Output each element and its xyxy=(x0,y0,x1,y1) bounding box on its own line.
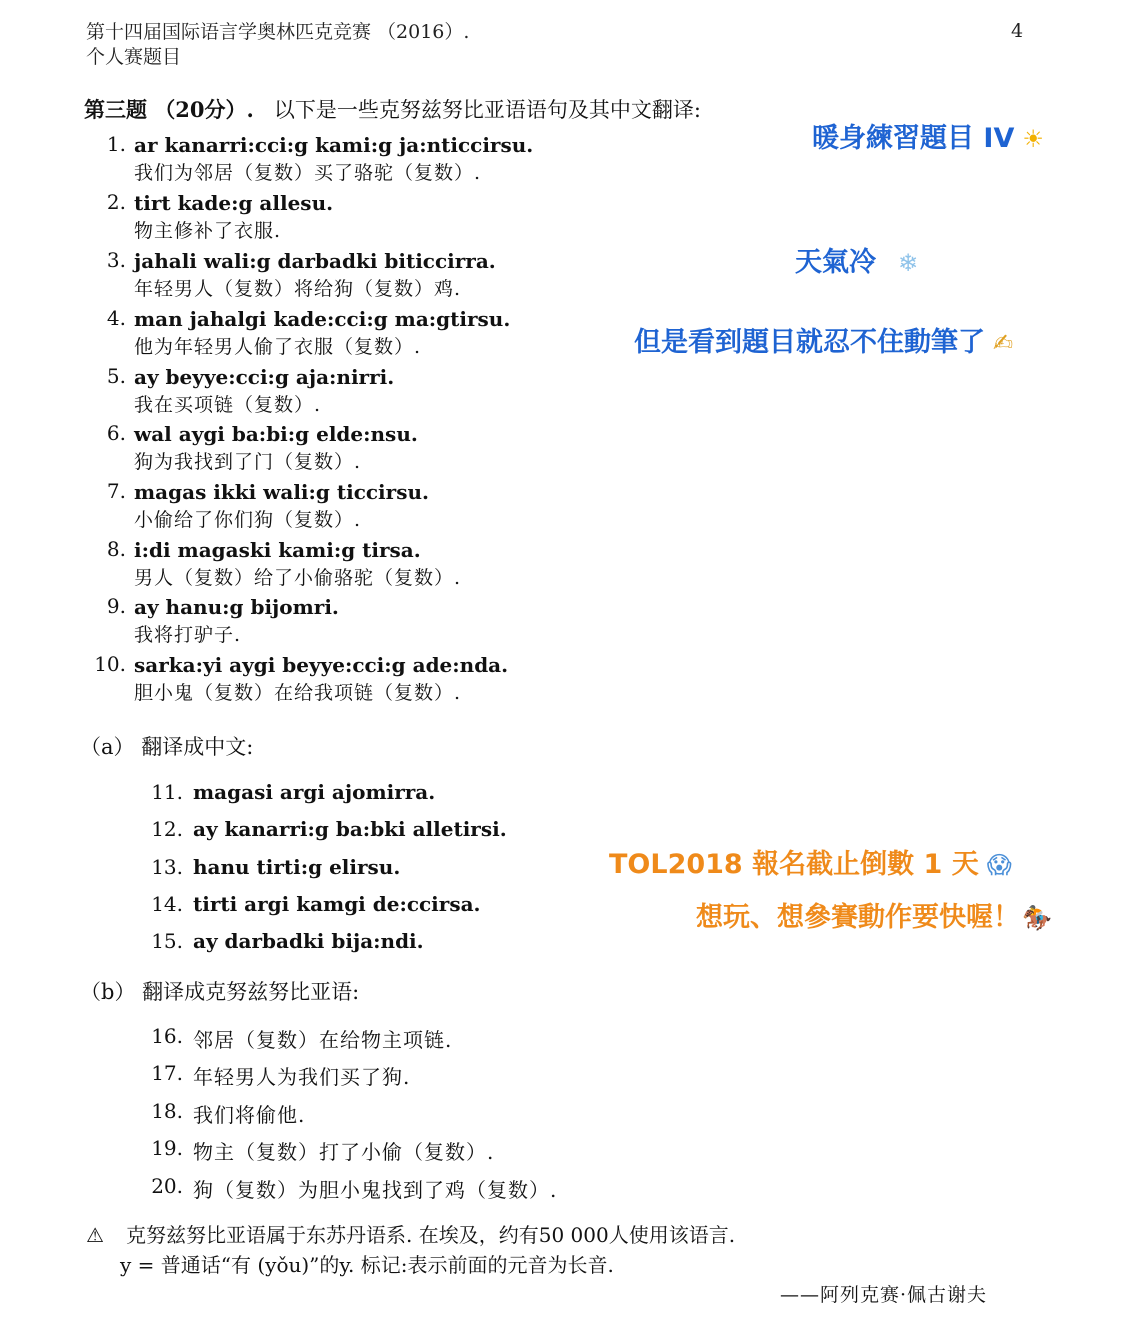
exercise-item xyxy=(151,1061,411,1090)
sentence-translation: 我将打驴子. xyxy=(134,624,242,646)
item-number: 13. xyxy=(151,855,183,879)
sentence-item xyxy=(106,248,496,304)
item-number: 17. xyxy=(151,1061,183,1085)
item-number: 6. xyxy=(106,421,126,445)
exercise-item xyxy=(151,855,401,879)
exercise-item xyxy=(151,892,481,916)
annotation-text: 天氣冷 xyxy=(795,247,876,278)
sentence-translation: 男人（复数）给了小偷骆驼（复数）. xyxy=(134,567,462,589)
exercise-text: 我们将偷他. xyxy=(193,1103,306,1127)
exercise-item xyxy=(151,1174,558,1203)
exercise-item xyxy=(151,1136,495,1165)
exercise-text: 年轻男人为我们买了狗. xyxy=(193,1065,411,1089)
item-number: 19. xyxy=(151,1136,183,1160)
exercise-text: magasi argi ajomirra. xyxy=(193,780,436,804)
sentence-item xyxy=(94,652,509,708)
snowflake-icon: ❄ xyxy=(898,249,919,277)
sentence-item xyxy=(106,132,534,188)
annotation-deadline xyxy=(609,842,1012,881)
note-line-1: 克努兹努比亚语属于东苏丹语系. 在埃及，约有50 000人使用该语言. xyxy=(126,1223,736,1247)
item-number: 1. xyxy=(106,132,126,156)
sentence-item xyxy=(106,364,395,420)
problem-label: 第三题 （20分）. xyxy=(84,97,254,122)
part-a-label: （a） 翻译成中文: xyxy=(80,735,254,759)
annotation-cold xyxy=(795,240,918,279)
item-number: 2. xyxy=(106,190,126,214)
exercise-item xyxy=(151,1099,306,1128)
item-number: 9. xyxy=(106,594,126,618)
item-number: 7. xyxy=(106,479,126,503)
exercise-text: tirti argi kamgi de:ccirsa. xyxy=(193,892,481,916)
sentence-translation: 物主修补了衣服. xyxy=(134,220,282,242)
exercise-text: ay darbadki bija:ndi. xyxy=(193,929,424,953)
sentence-source: ar kanarri:cci:g kami:g ja:nticcirsu. xyxy=(134,133,534,157)
sentence-source: ay beyye:cci:g aja:nirri. xyxy=(134,365,395,389)
scream-face-icon: 😱 xyxy=(986,851,1012,879)
annotation-text: TOL2018 報名截止倒數 1 天 xyxy=(609,849,979,880)
annotation-text: 但是看到題目就忍不住動筆了 xyxy=(634,327,985,358)
sentence-source: sarka:yi aygi beyye:cci:g ade:nda. xyxy=(134,653,509,677)
annotation-cant-resist xyxy=(634,320,1013,359)
exercise-text: ay kanarri:g ba:bki alletirsi. xyxy=(193,817,507,841)
sentence-source: tirt kade:g allesu. xyxy=(134,191,334,215)
sentence-source: i:di magaski kami:g tirsa. xyxy=(134,538,421,562)
sentence-item xyxy=(106,479,429,535)
annotation-text: 暖身練習題目 IV xyxy=(812,123,1015,154)
item-number: 14. xyxy=(151,892,183,916)
sentence-item xyxy=(106,594,339,650)
problem-intro: 以下是一些克努兹努比亚语语句及其中文翻译: xyxy=(273,98,701,122)
item-number: 18. xyxy=(151,1099,183,1123)
header-round: 个人赛题目 xyxy=(86,46,182,68)
item-number: 10. xyxy=(94,652,126,676)
language-note xyxy=(86,1220,735,1280)
exercise-item xyxy=(151,1024,453,1053)
sentence-translation: 小偷给了你们狗（复数）. xyxy=(134,509,362,531)
sentence-item xyxy=(106,190,334,246)
author-credit: ——阿列克赛·佩古谢夫 xyxy=(780,1284,988,1306)
exercise-item xyxy=(151,817,507,841)
annotation-text: 想玩、想參賽動作要快喔！ xyxy=(696,902,1020,933)
exercise-text: 物主（复数）打了小偷（复数）. xyxy=(193,1140,495,1164)
sentence-source: man jahalgi kade:cci:g ma:gtirsu. xyxy=(134,307,511,331)
sentence-item xyxy=(106,537,462,593)
exercise-text: 狗（复数）为胆小鬼找到了鸡（复数）. xyxy=(193,1178,558,1202)
sentence-source: jahali wali:g darbadki biticcirra. xyxy=(134,249,496,273)
writing-hand-icon: ✍ xyxy=(993,329,1014,357)
sentence-translation: 我们为邻居（复数）买了骆驼（复数）. xyxy=(134,162,482,184)
sentence-source: ay hanu:g bijomri. xyxy=(134,595,339,619)
item-number: 15. xyxy=(151,929,183,953)
warning-triangle-icon: ⚠ xyxy=(86,1223,104,1247)
item-number: 12. xyxy=(151,817,183,841)
exercise-item xyxy=(151,929,424,953)
exercise-text: hanu tirti:g elirsu. xyxy=(193,855,401,879)
page-header xyxy=(86,20,469,70)
item-number: 4. xyxy=(106,306,126,330)
exercise-text: 邻居（复数）在给物主项链. xyxy=(193,1028,453,1052)
item-number: 16. xyxy=(151,1024,183,1048)
horse-racing-icon: 🏇 xyxy=(1022,904,1052,932)
item-number: 11. xyxy=(151,780,183,804)
sentence-translation: 狗为我找到了门（复数）. xyxy=(134,451,362,473)
sentence-translation: 他为年轻男人偷了衣服（复数）. xyxy=(134,336,422,358)
problem-title xyxy=(84,94,701,124)
note-line-2: y = 普通话“有 (yǒu)”的y. 标记:表示前面的元音为长音. xyxy=(120,1253,614,1277)
header-competition: 第十四届国际语言学奥林匹克竞赛 （2016）. xyxy=(86,21,470,43)
part-b-label: （b） 翻译成克努兹努比亚语: xyxy=(80,980,360,1004)
sentence-translation: 胆小鬼（复数）在给我项链（复数）. xyxy=(134,682,462,704)
item-number: 5. xyxy=(106,364,126,388)
item-number: 3. xyxy=(106,248,126,272)
exercise-item xyxy=(151,780,436,804)
annotation-warmup xyxy=(812,116,1044,155)
item-number: 20. xyxy=(151,1174,183,1198)
annotation-hurry xyxy=(696,895,1052,934)
sentence-translation: 我在买项链（复数）. xyxy=(134,394,322,416)
item-number: 8. xyxy=(106,537,126,561)
sentence-translation: 年轻男人（复数）将给狗（复数）鸡. xyxy=(134,278,462,300)
sun-icon: ☀ xyxy=(1022,125,1044,153)
sentence-item xyxy=(106,421,418,477)
sentence-source: magas ikki wali:g ticcirsu. xyxy=(134,480,429,504)
page-number: 4 xyxy=(1011,20,1024,42)
sentence-source: wal aygi ba:bi:g elde:nsu. xyxy=(134,422,418,446)
sentence-item xyxy=(106,306,511,362)
